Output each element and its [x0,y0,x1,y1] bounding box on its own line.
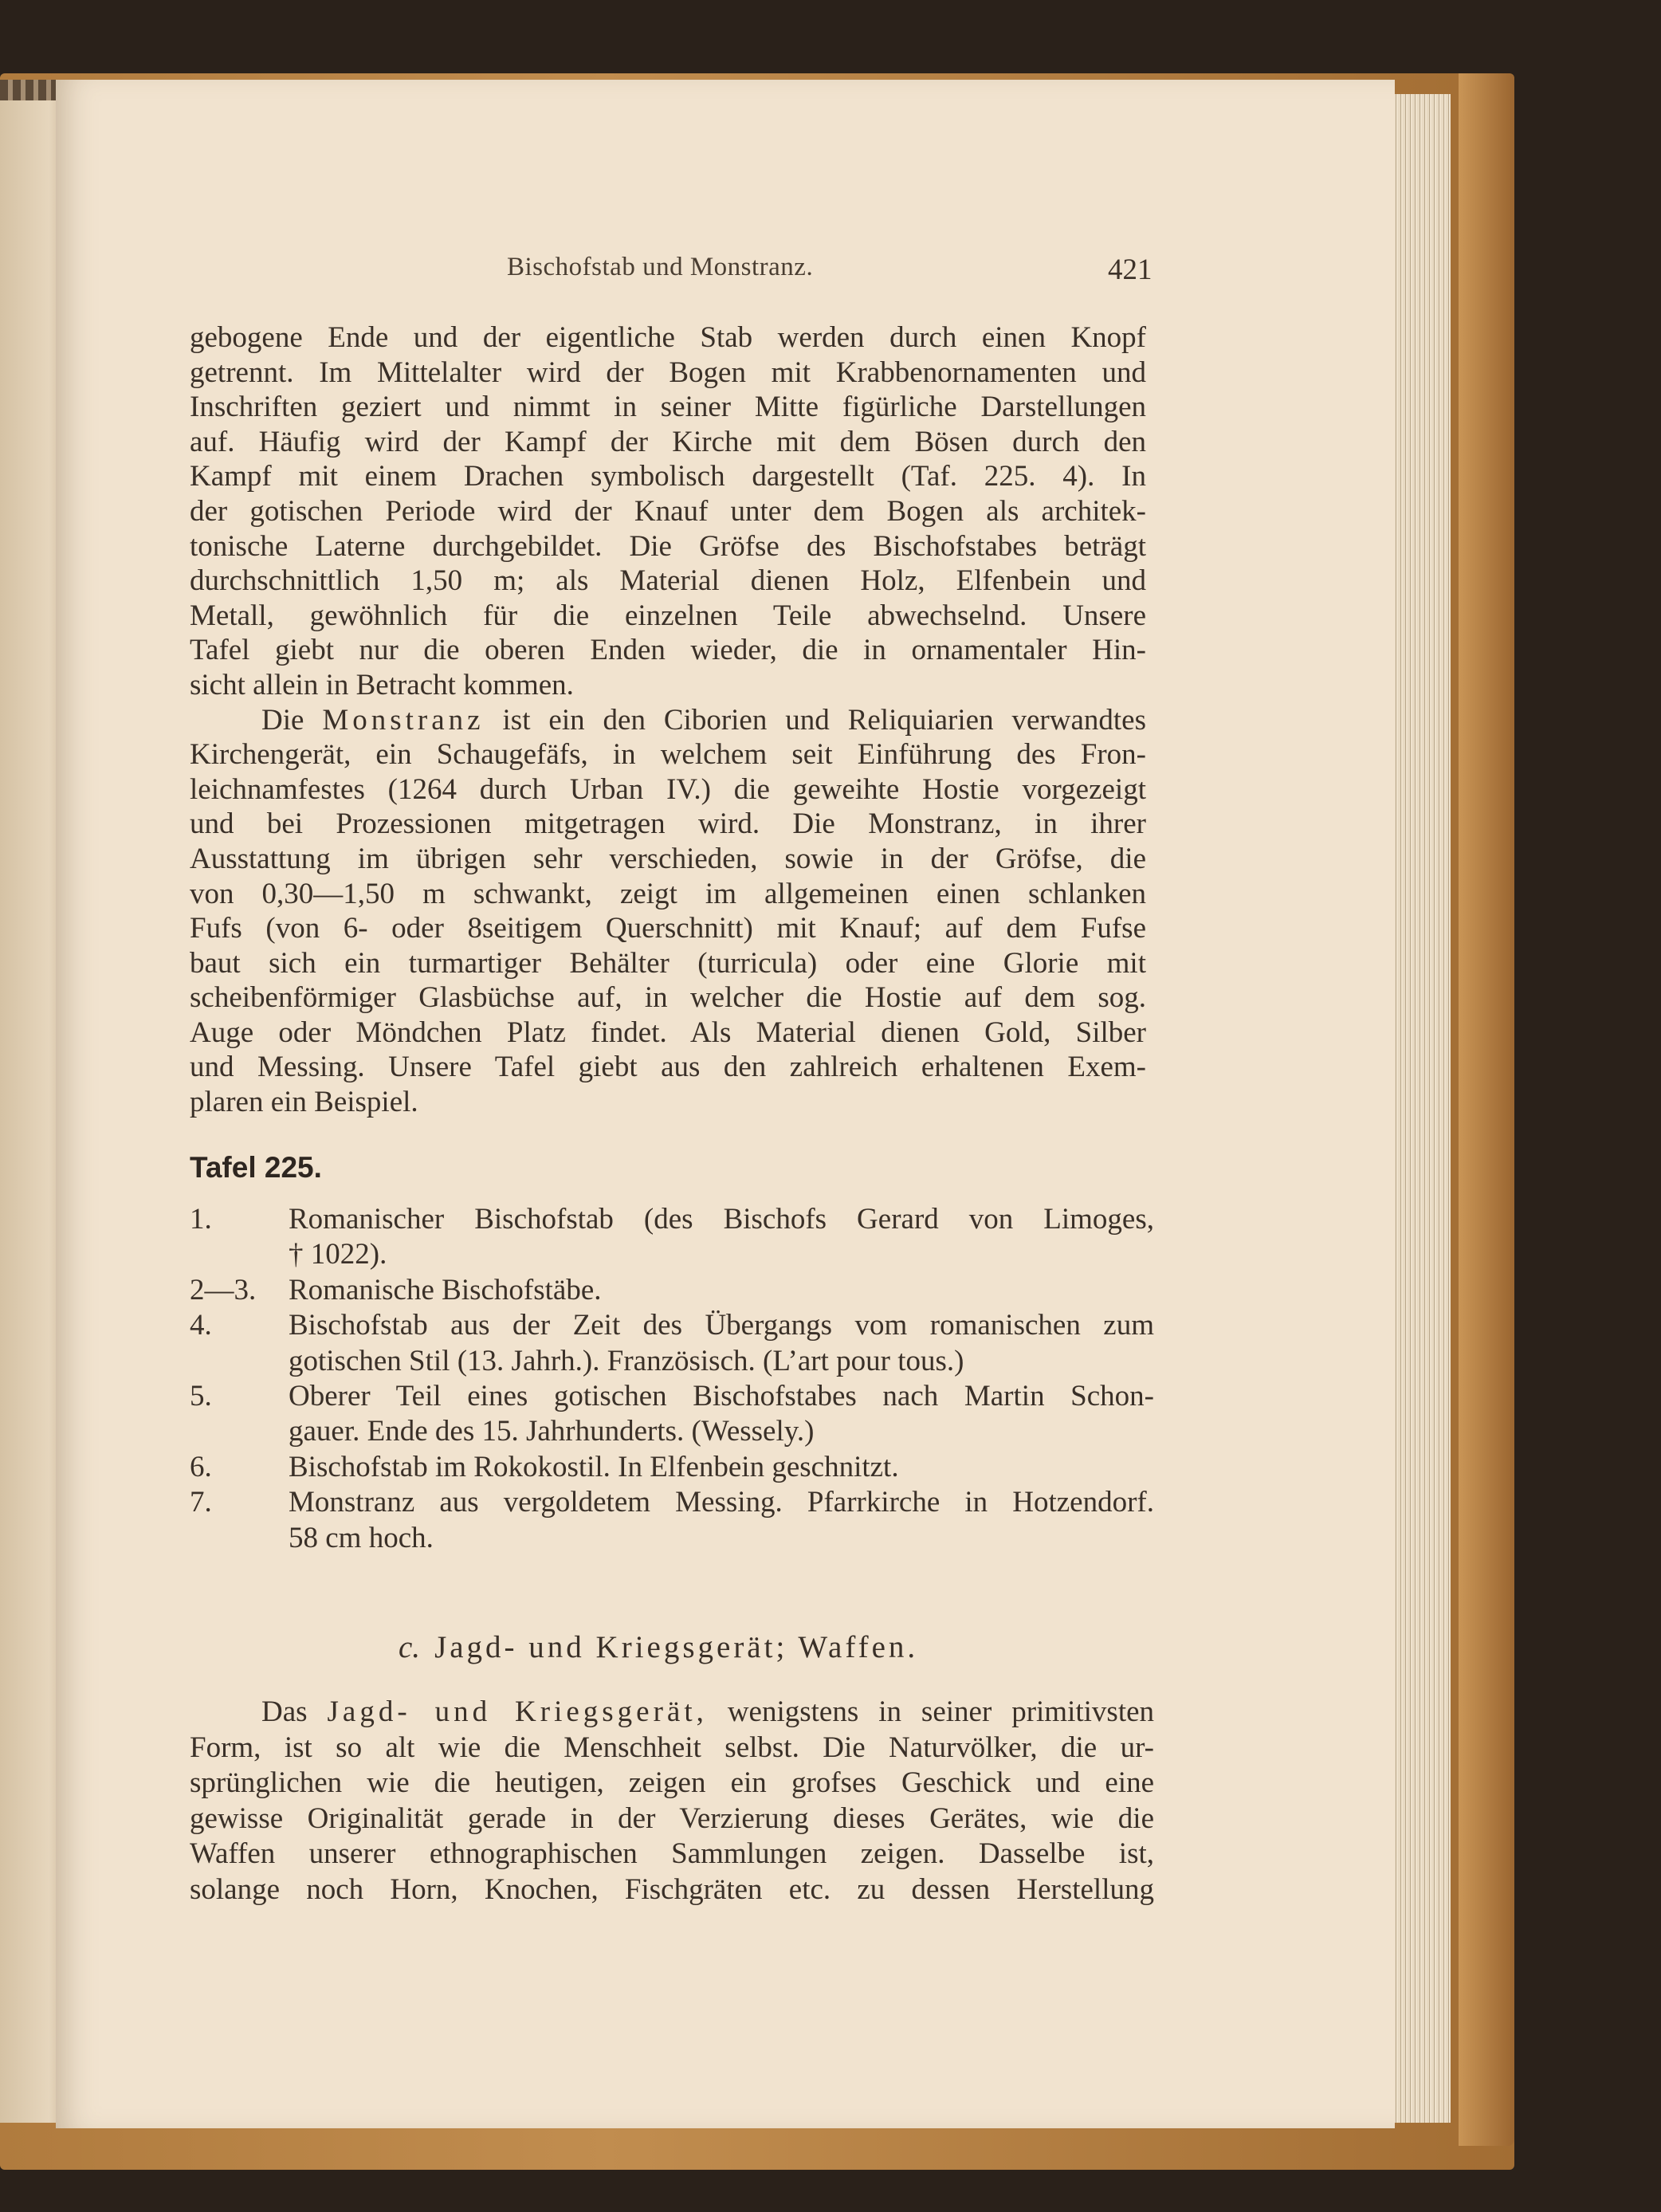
plate-captions [190,1202,1154,1556]
text-line [190,1695,1154,1731]
emphasized-term: Jagd- und Kriegsgerät, [327,1695,708,1728]
caption-number: 5. [190,1380,212,1413]
first-word: Die [261,703,304,737]
caption-item [190,1450,1154,1485]
text-line: und Messing. Unsere Tafel giebt aus den zahlreich erhaltenen Exem- [190,1051,1146,1084]
caption-line: 58 cm hoch. [289,1521,434,1554]
book-cover-edge [1459,73,1514,2146]
text-line: scheibenförmiger Glasbüchse auf, in welcher die Hostie auf dem sog. [190,981,1146,1015]
text-line: Inschriften geziert und nimmt in seiner Mitte figürliche Darstellungen [190,391,1146,424]
page-header [0,253,1661,293]
line-rest: wenigstens in seiner primitivsten [727,1695,1155,1728]
caption-text [289,1202,1154,1273]
paragraph-bischofstab [190,320,1146,703]
caption-number: 4. [190,1309,212,1342]
caption-item [190,1202,1154,1273]
text-line: gebogene Ende und der eigentliche Stab werden durch einen Knopf [190,321,1146,354]
text-line: getrennt. Im Mittelalter wird der Bogen mit Krabbenornamenten und [190,356,1146,389]
section-letter: c. [399,1630,421,1664]
caption-line: Bischofstab im Rokokostil. In Elfenbein geschnitzt. [289,1450,899,1483]
text-line [190,703,1146,738]
text-line: und bei Prozessionen mitgetragen wird. Die Monstranz, in ihrer [190,807,1146,841]
text-line: Form, ist so alt wie die Menschheit selbst. Die Naturvölker, die ur- [190,1731,1154,1764]
text-line: Auge oder Möndchen Platz findet. Als Material dienen Gold, Silber [190,1016,1146,1049]
text-line: der gotischen Periode wird der Knauf unter dem Bogen als architek- [190,494,1146,528]
text-line: leichnamfestes (1264 durch Urban IV.) die geweihte Hostie vorgezeigt [190,772,1146,806]
text-line: Kampf mit einem Drachen symbolisch dargestellt (Taf. 225. 4). In [190,460,1146,493]
body-text [190,320,1146,1120]
caption-number: 7. [190,1486,212,1519]
text-line: sicht allein in Betracht kommen. [190,668,574,701]
caption-item [190,1379,1154,1450]
caption-line: gauer. Ende des 15. Jahrhunderts. (Wessely.) [289,1415,815,1448]
caption-item [190,1273,1154,1308]
caption-number: 6. [190,1450,212,1483]
caption-item [190,1308,1154,1379]
text-line: Ausstattung im übrigen sehr verschieden, sowie in der Gröfse, die [190,842,1146,875]
section-title [399,1629,956,1665]
first-word: Das [261,1695,308,1728]
text-line: Tafel giebt nur die oberen Enden wieder, die in ornamentaler Hin- [190,634,1146,667]
text-line: solange noch Horn, Knochen, Fischgräten etc. zu dessen Herstellung [190,1872,1154,1906]
text-line: plaren ein Beispiel. [190,1086,418,1119]
caption-item [190,1485,1154,1556]
emphasized-term: Monstranz [322,703,485,737]
text-line: Waffen unserer ethnographischen Sammlungen zeigen. Dasselbe ist, [190,1837,1154,1871]
body-text-2 [190,1695,1154,1908]
text-line: durchschnittlich 1,50 m; als Material dienen Holz, Elfenbein und [190,564,1146,598]
paragraph-monstranz [190,703,1146,1120]
page-number: 421 [1108,253,1152,286]
caption-line: Romanischer Bischofstab (des Bischofs Gerard von Limoges, [289,1203,1154,1236]
running-head: Bischofstab und Monstranz. [507,253,814,281]
text-line: gewisse Originalität gerade in der Verzierung dieses Gerätes, wie die [190,1801,1154,1835]
text-line: auf. Häufig wird der Kampf der Kirche mit dem Bösen durch den [190,425,1146,458]
section-title-text: Jagd- und Kriegsgerät; Waffen. [434,1630,919,1664]
caption-text [289,1379,1154,1450]
caption-text [289,1450,1154,1485]
caption-text [289,1485,1154,1556]
text-line: Fufs (von 6- oder 8seitigem Querschnitt) mit Knauf; auf dem Fufse [190,912,1146,945]
plate-heading: Tafel 225. [190,1151,322,1184]
caption-line: Bischofstab aus der Zeit des Übergangs vom romanischen zum [289,1309,1154,1342]
caption-line: Romanische Bischofstäbe. [289,1273,602,1306]
caption-line: gotischen Stil (13. Jahrh.). Französisch. (L’art pour tous.) [289,1344,964,1377]
text-line: baut sich ein turmartiger Behälter (turricula) oder eine Glorie mit [190,946,1146,980]
text-line: tonische Laterne durchgebildet. Die Gröfse des Bischofstabes beträgt [190,529,1146,563]
text-line: Metall, gewöhnlich für die einzelnen Teile abwechselnd. Unsere [190,599,1146,632]
caption-text [289,1308,1154,1379]
caption-number: 1. [190,1203,212,1236]
caption-number: 2—3. [190,1273,257,1306]
caption-text [289,1273,1154,1308]
text-line: Kirchengerät, ein Schaugefäfs, in welchem seit Einführung des Fron- [190,738,1146,772]
caption-line: Oberer Teil eines gotischen Bischofstabes nach Martin Schon- [289,1380,1154,1413]
caption-line: † 1022). [289,1238,387,1271]
line-rest: ist ein den Ciborien und Reliquiarien verwandtes [502,703,1146,737]
text-line: von 0,30—1,50 m schwankt, zeigt im allgemeinen einen schlanken [190,877,1146,910]
text-line: sprünglichen wie die heutigen, zeigen ein grofses Geschick und eine [190,1766,1154,1800]
caption-line: Monstranz aus vergoldetem Messing. Pfarrkirche in Hotzendorf. [289,1486,1154,1519]
